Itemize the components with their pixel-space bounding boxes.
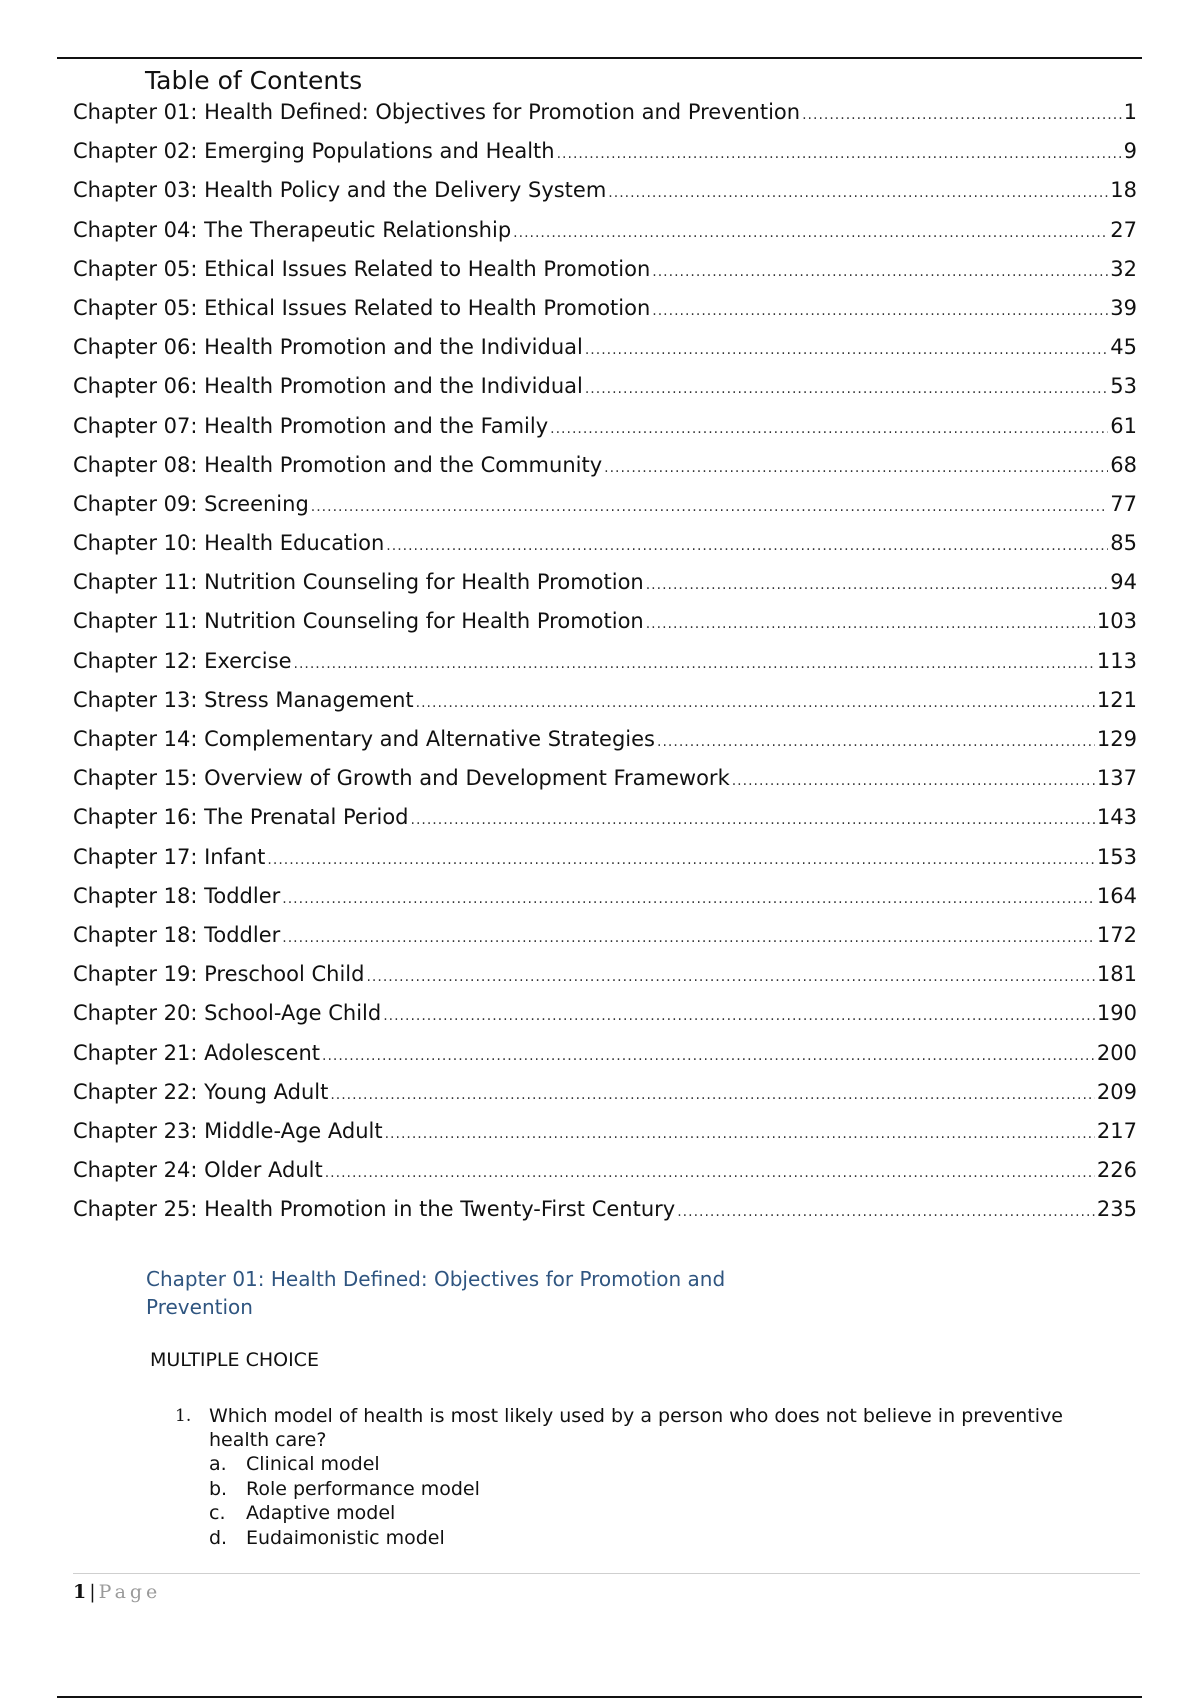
toc-entry-label: Chapter 24: Older Adult bbox=[73, 1158, 323, 1183]
toc-entry[interactable] bbox=[73, 798, 1137, 837]
toc-dot-leader bbox=[652, 253, 1108, 292]
toc-dot-leader bbox=[646, 566, 1109, 605]
toc-entry-page: 45 bbox=[1110, 335, 1137, 360]
toc-entry-page: 27 bbox=[1110, 217, 1137, 242]
bottom-rule bbox=[57, 1696, 1142, 1698]
option-text: Eudaimonistic model bbox=[246, 1526, 445, 1549]
toc-entry[interactable] bbox=[73, 602, 1137, 641]
toc-entry-label: Chapter 12: Exercise bbox=[73, 648, 292, 673]
toc-entry[interactable] bbox=[73, 838, 1137, 877]
toc-entry-page: 32 bbox=[1110, 256, 1137, 281]
toc-entry-page: 1 bbox=[1123, 100, 1137, 124]
option-text: Adaptive model bbox=[246, 1502, 396, 1524]
toc-entry-label: Chapter 11: Nutrition Counseling for Health Promotion bbox=[73, 570, 644, 595]
toc-dot-leader bbox=[383, 997, 1095, 1036]
toc-dot-leader bbox=[585, 370, 1108, 409]
toc-entry[interactable] bbox=[73, 1151, 1137, 1190]
answer-option bbox=[209, 1477, 1115, 1502]
toc-dot-leader bbox=[513, 214, 1108, 253]
toc-dot-leader bbox=[322, 1037, 1095, 1076]
toc-entry-label: Chapter 08: Health Promotion and the Community bbox=[73, 452, 603, 477]
toc-entry[interactable] bbox=[73, 759, 1137, 798]
toc-dot-leader bbox=[294, 645, 1095, 684]
toc-entry-label: Chapter 01: Health Defined: Objectives for Promotion and Prevention bbox=[73, 100, 801, 124]
toc-dot-leader bbox=[416, 684, 1095, 723]
toc-dot-leader bbox=[385, 1115, 1095, 1154]
toc-entry[interactable] bbox=[73, 563, 1137, 602]
toc-dot-leader bbox=[802, 96, 1122, 135]
toc-dot-leader bbox=[411, 801, 1095, 840]
toc-dot-leader bbox=[608, 174, 1108, 213]
toc-entry-page: 61 bbox=[1110, 413, 1137, 438]
toc-entry-page: 209 bbox=[1096, 1079, 1137, 1104]
toc-entry[interactable] bbox=[73, 524, 1137, 563]
toc-dot-leader bbox=[366, 958, 1094, 997]
toc-entry-label: Chapter 23: Middle-Age Adult bbox=[73, 1118, 383, 1143]
toc-entry-label: Chapter 20: School-Age Child bbox=[73, 1001, 382, 1026]
toc-entry[interactable] bbox=[73, 132, 1137, 171]
toc-entry-page: 172 bbox=[1096, 922, 1137, 947]
question-stem: Which model of health is most likely used by a person who does not believe in preventive health care? bbox=[209, 1405, 1063, 1451]
answer-option bbox=[209, 1526, 1115, 1551]
toc-entry-page: 129 bbox=[1096, 727, 1137, 751]
footer-separator: | bbox=[89, 1581, 96, 1603]
toc-dot-leader bbox=[652, 292, 1108, 331]
toc-entry-label: Chapter 07: Health Promotion and the Family bbox=[73, 413, 549, 438]
option-text: Clinical model bbox=[246, 1453, 380, 1475]
toc-entry-label: Chapter 25: Health Promotion in the Twenty-First Century bbox=[73, 1197, 676, 1222]
toc-entry[interactable] bbox=[73, 877, 1137, 916]
toc-entry-page: 226 bbox=[1096, 1158, 1137, 1183]
toc-entry-label: Chapter 13: Stress Management bbox=[73, 687, 414, 712]
toc-entry[interactable] bbox=[73, 994, 1137, 1033]
toc-entry-label: Chapter 10: Health Education bbox=[73, 531, 385, 556]
toc-dot-leader bbox=[550, 410, 1108, 449]
option-text: Role performance model bbox=[246, 1477, 480, 1500]
toc-dot-leader bbox=[282, 880, 1095, 919]
toc-entry-label: Chapter 18: Toddler bbox=[73, 883, 281, 908]
toc-entry-label: Chapter 15: Overview of Growth and Development Framework bbox=[73, 766, 730, 791]
toc-entry-page: 164 bbox=[1096, 883, 1137, 908]
toc-entry-page: 9 bbox=[1123, 139, 1137, 164]
top-rule bbox=[57, 57, 1142, 59]
toc-entry-page: 200 bbox=[1096, 1040, 1137, 1065]
toc-entry-page: 153 bbox=[1096, 844, 1137, 869]
footer-rule bbox=[73, 1573, 1140, 1574]
answer-option bbox=[209, 1501, 1115, 1526]
footer-page-number: 1 bbox=[73, 1581, 87, 1603]
toc-entry-label: Chapter 05: Ethical Issues Related to Health Promotion bbox=[73, 295, 651, 320]
option-letter: b. bbox=[209, 1477, 228, 1500]
option-letter: a. bbox=[209, 1453, 227, 1475]
toc-entry-page: 121 bbox=[1096, 687, 1137, 712]
table-of-contents bbox=[73, 93, 1137, 1229]
toc-entry-label: Chapter 06: Health Promotion and the Individual bbox=[73, 374, 583, 399]
toc-entry[interactable] bbox=[73, 407, 1137, 446]
toc-dot-leader bbox=[646, 605, 1095, 644]
toc-entry[interactable] bbox=[73, 446, 1137, 485]
toc-dot-leader bbox=[282, 919, 1095, 958]
page-footer bbox=[73, 1580, 161, 1604]
toc-entry[interactable] bbox=[73, 642, 1137, 681]
toc-entry[interactable] bbox=[73, 916, 1137, 955]
toc-entry-label: Chapter 14: Complementary and Alternative Strategies bbox=[73, 727, 656, 751]
toc-entry-page: 235 bbox=[1096, 1197, 1137, 1222]
toc-entry-page: 77 bbox=[1110, 491, 1137, 516]
toc-entry-page: 53 bbox=[1110, 374, 1137, 399]
toc-entry[interactable] bbox=[73, 211, 1137, 250]
toc-dot-leader bbox=[267, 841, 1094, 880]
toc-entry-label: Chapter 21: Adolescent bbox=[73, 1040, 320, 1065]
toc-dot-leader bbox=[557, 135, 1122, 174]
chapter-heading[interactable]: Chapter 01: Health Defined: Objectives for Promotion and Prevention bbox=[146, 1267, 726, 1319]
toc-entry-label: Chapter 03: Health Policy and the Delivery System bbox=[73, 178, 607, 203]
toc-dot-leader bbox=[311, 488, 1108, 527]
toc-entry-label: Chapter 22: Young Adult bbox=[73, 1079, 329, 1104]
toc-entry[interactable] bbox=[73, 1034, 1137, 1073]
toc-entry[interactable] bbox=[73, 1190, 1137, 1229]
toc-entry-page: 39 bbox=[1110, 295, 1137, 320]
toc-entry[interactable] bbox=[73, 955, 1137, 994]
toc-entry-page: 85 bbox=[1110, 531, 1137, 556]
toc-entry-page: 190 bbox=[1096, 1001, 1137, 1026]
toc-entry[interactable] bbox=[73, 289, 1137, 328]
toc-entry[interactable] bbox=[73, 485, 1137, 524]
section-label: MULTIPLE CHOICE bbox=[150, 1349, 319, 1371]
toc-entry-page: 113 bbox=[1096, 648, 1137, 673]
toc-entry-label: Chapter 02: Emerging Populations and Health bbox=[73, 139, 555, 164]
option-letter: d. bbox=[209, 1526, 228, 1549]
toc-entry-page: 181 bbox=[1096, 962, 1137, 987]
toc-entry-label: Chapter 19: Preschool Child bbox=[73, 962, 365, 987]
toc-dot-leader bbox=[585, 331, 1108, 370]
toc-entry-label: Chapter 18: Toddler bbox=[73, 922, 281, 947]
toc-entry[interactable] bbox=[73, 250, 1137, 289]
toc-dot-leader bbox=[732, 762, 1095, 801]
toc-dot-leader bbox=[330, 1076, 1095, 1115]
question-1 bbox=[175, 1404, 1115, 1550]
toc-entry[interactable] bbox=[73, 171, 1137, 210]
toc-dot-leader bbox=[677, 1193, 1095, 1232]
toc-dot-leader bbox=[386, 527, 1108, 566]
toc-entry-label: Chapter 04: The Therapeutic Relationship bbox=[73, 217, 512, 242]
toc-dot-leader bbox=[325, 1154, 1095, 1193]
toc-entry-page: 143 bbox=[1096, 805, 1137, 830]
toc-entry[interactable] bbox=[73, 367, 1137, 406]
toc-entry-label: Chapter 17: Infant bbox=[73, 844, 266, 869]
toc-entry[interactable] bbox=[73, 1073, 1137, 1112]
toc-entry-page: 103 bbox=[1096, 609, 1137, 634]
toc-entry-page: 137 bbox=[1096, 766, 1137, 791]
toc-entry[interactable] bbox=[73, 93, 1137, 132]
toc-entry-page: 94 bbox=[1110, 570, 1137, 595]
toc-entry[interactable] bbox=[73, 720, 1137, 759]
toc-entry-page: 217 bbox=[1096, 1118, 1137, 1143]
toc-entry-label: Chapter 11: Nutrition Counseling for Health Promotion bbox=[73, 609, 644, 634]
question-number: 1. bbox=[175, 1406, 192, 1426]
toc-entry-label: Chapter 09: Screening bbox=[73, 491, 309, 516]
toc-dot-leader bbox=[604, 449, 1108, 488]
toc-entry[interactable] bbox=[73, 681, 1137, 720]
toc-dot-leader bbox=[657, 723, 1095, 762]
toc-title: Table of Contents bbox=[145, 66, 363, 95]
toc-entry-label: Chapter 05: Ethical Issues Related to Health Promotion bbox=[73, 256, 651, 281]
answer-option bbox=[209, 1452, 1115, 1477]
toc-entry[interactable] bbox=[73, 328, 1137, 367]
footer-page-label: Page bbox=[98, 1581, 162, 1603]
toc-entry-label: Chapter 06: Health Promotion and the Individual bbox=[73, 335, 583, 360]
answer-options bbox=[209, 1452, 1115, 1550]
toc-entry-page: 68 bbox=[1110, 452, 1137, 477]
toc-entry[interactable] bbox=[73, 1112, 1137, 1151]
option-letter: c. bbox=[209, 1502, 226, 1524]
toc-entry-page: 18 bbox=[1110, 178, 1137, 203]
toc-entry-label: Chapter 16: The Prenatal Period bbox=[73, 805, 409, 830]
